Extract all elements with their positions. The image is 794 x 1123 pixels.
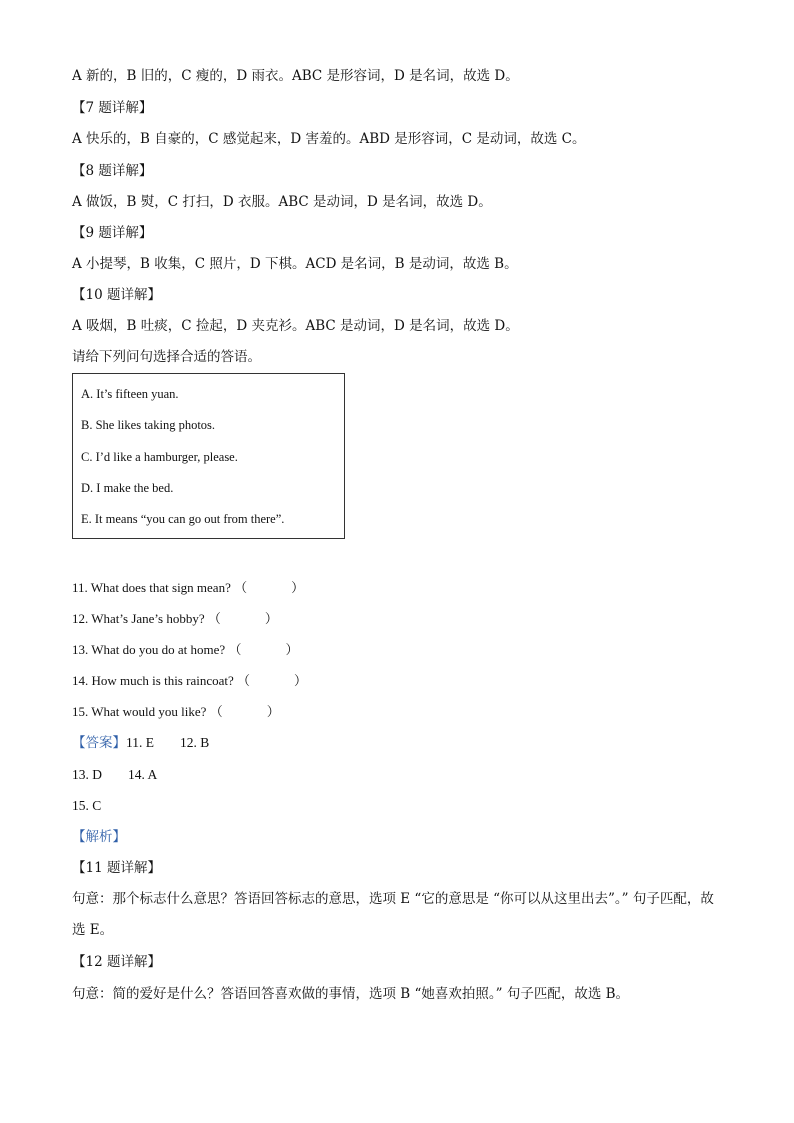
explanation-10-heading: 【10 题详解】 [72, 287, 161, 303]
answer-blank-open: （ [209, 704, 223, 719]
explanation-9-heading: 【9 题详解】 [72, 225, 153, 241]
question-text: 13. What do you do at home? [72, 642, 226, 657]
question-12 [72, 610, 278, 628]
answer-14: 14. A [128, 767, 158, 782]
question-14 [72, 672, 307, 690]
answer-row-3 [72, 797, 101, 815]
answer-blank-open: （ [234, 580, 248, 595]
answer-11: 11. E [126, 735, 154, 750]
question-11 [72, 579, 304, 597]
explanation-10-text: A 吸烟，B 吐痰，C 捡起，D 夹克衫。ABC 是动词，D 是名词，故选 D。 [72, 318, 519, 334]
explanation-7-heading: 【7 题详解】 [72, 100, 153, 116]
detail-11-heading: 【11 题详解】 [72, 860, 161, 876]
option-c: C. I’d like a hamburger, please. [81, 450, 238, 464]
question-13 [72, 641, 298, 659]
question-15 [72, 703, 280, 721]
question-text: 15. What would you like? [72, 704, 207, 719]
question-text: 12. What’s Jane’s hobby? [72, 611, 205, 626]
option-b: B. She likes taking photos. [81, 418, 216, 432]
analysis-label: 【解析】 [72, 829, 126, 845]
answer-blank-open: （ [207, 611, 221, 626]
answer-13: 13. D [72, 767, 102, 782]
explanation-8-heading: 【8 题详解】 [72, 163, 153, 179]
explanation-7-text: A 快乐的，B 自豪的，C 感觉起来，D 害羞的。ABD 是形容词，C 是动词，故选 C。 [72, 131, 586, 147]
explanation-9-text: A 小提琴，B 收集，C 照片，D 下棋。ACD 是名词，B 是动词，故选 B。 [72, 256, 518, 272]
answer-row-2 [72, 766, 157, 784]
answer-15: 15. C [72, 798, 102, 813]
answer-row-1 [72, 734, 209, 752]
question-text: 11. What does that sign mean? [72, 580, 231, 595]
answer-blank-close: ） [291, 580, 305, 595]
answer-blank-open: （ [228, 642, 242, 657]
option-a: A. It’s fifteen yuan. [81, 387, 179, 401]
answer-label: 【答案】 [72, 735, 126, 751]
question-text: 14. How much is this raincoat? [72, 673, 234, 688]
detail-12-text: 句意：简的爱好是什么？答语回答喜欢做的事情，选项 B “她喜欢拍照。” 句子匹配，故选 B。 [72, 986, 630, 1002]
answer-blank-close: ） [285, 642, 299, 657]
explanation-8-text: A 做饭，B 熨，C 打扫，D 衣服。ABC 是动词，D 是名词，故选 D。 [72, 194, 492, 210]
answer-blank-close: ） [294, 673, 308, 688]
instruction: 请给下列问句选择合适的答语。 [72, 349, 261, 365]
answer-blank-open: （ [237, 673, 251, 688]
explanation-6-text: A 新的，B 旧的，C 瘦的，D 雨衣。ABC 是形容词，D 是名词，故选 D。 [72, 68, 519, 84]
options-box [72, 373, 345, 539]
answer-blank-close: ） [266, 704, 280, 719]
answer-blank-close: ） [264, 611, 278, 626]
option-e: E. It means “you can go out from there”. [81, 512, 285, 526]
detail-12-heading: 【12 题详解】 [72, 954, 161, 970]
option-d: D. I make the bed. [81, 481, 174, 495]
detail-11-text: 句意：那个标志什么意思？答语回答标志的意思，选项 E “它的意思是 “你可以从这里出去”。” 句子匹配，故选 E。 [72, 891, 714, 938]
answer-12: 12. B [180, 735, 210, 750]
